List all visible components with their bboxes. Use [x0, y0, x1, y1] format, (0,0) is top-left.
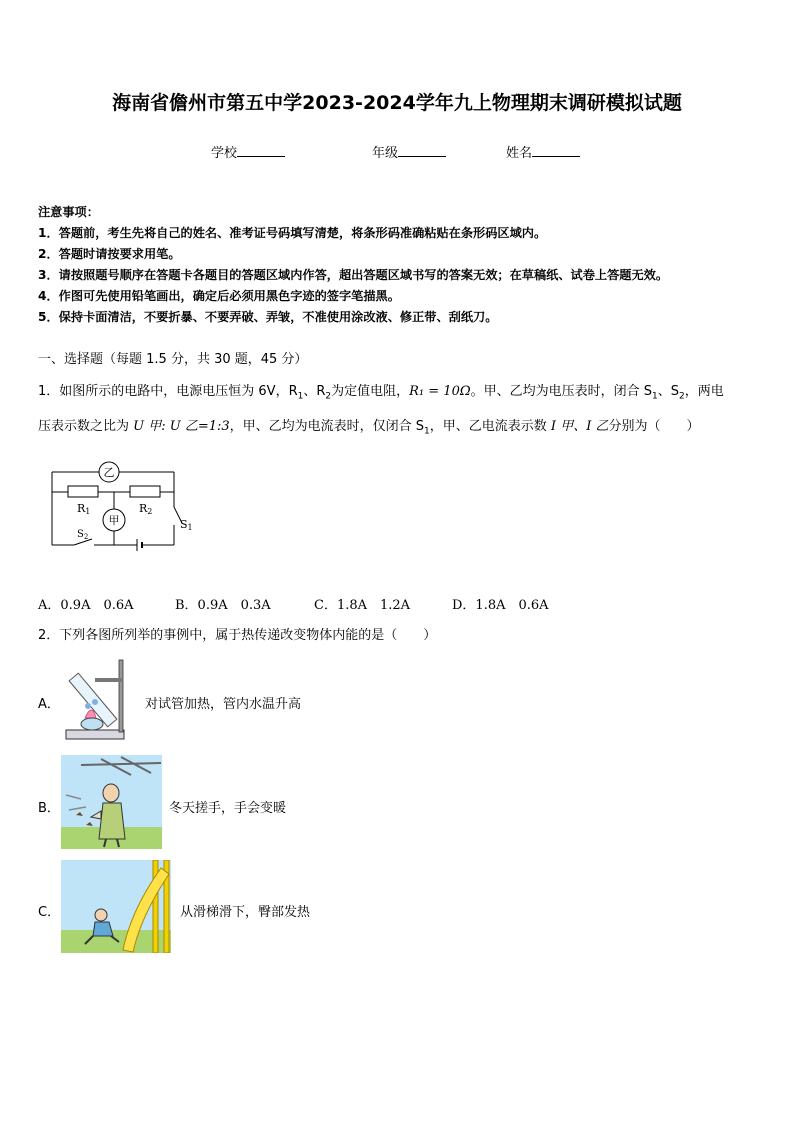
notice-item-1: 1．答题前，考生先将自己的姓名、准考证号码填写清楚，将条形码准确粘贴在条形码区域内。 [38, 226, 547, 240]
r2-label: R2 [139, 502, 153, 516]
resistor-r1 [68, 486, 98, 497]
q2-option-a-text: 对试管加热，管内水温升高 [145, 697, 302, 712]
rubbing-hands-illustration [61, 755, 162, 849]
q1-option-b[interactable]: B．0.9A 0.3A [175, 598, 271, 613]
notice-item-4: 4．作图可先使用铅笔画出，确定后必须用黑色字迹的签字笔描黑。 [38, 289, 400, 303]
meter-jia-label: 甲 [108, 514, 120, 527]
q2-option-b-text: 冬天搓手，手会变暖 [169, 801, 287, 816]
r1-label: R1 [77, 502, 91, 516]
circuit-diagram [44, 455, 204, 555]
notice-item-2: 2．答题时请按要求用笔。 [38, 247, 181, 261]
q2-option-b-letter[interactable]: B． [38, 801, 60, 816]
q1-option-a[interactable]: A．0.9A 0.6A [38, 598, 134, 613]
school-field[interactable]: 学校 [211, 142, 285, 161]
meter-yi-label: 乙 [103, 466, 115, 479]
notice-heading: 注意事项： [38, 205, 99, 219]
q1-line1: 1．如图所示的电路中，电源电压恒为 6V，$R_1$、$R_2$为定值电阻，R₁ = 10Ω。甲、乙均为电压表时，闭合 $S_1$、$S_2$，两电 [38, 384, 724, 402]
q2-option-c-letter[interactable]: C． [38, 905, 61, 920]
notice-item-3: 3．请按照题号顺序在答题卡各题目的答题区域内作答，超出答题区域书写的答案无效；在草稿纸、试卷上答题无效。 [38, 268, 669, 282]
q1-currents: I 甲、I 乙 [550, 419, 609, 434]
grade-blank[interactable] [398, 144, 446, 157]
notice-item-5: 5．保持卡面清洁，不要折暴、不要弄破、弄皱，不准使用涂改液、修正带、刮纸刀。 [38, 310, 498, 324]
slide-illustration [61, 860, 171, 953]
q1-line2: 压表示数之比为 U 甲: U 乙=1:3，甲、乙均为电流表时，仅闭合 $S_1$，甲、乙电流表示数 I 甲、I 乙分别为（ ） [38, 419, 700, 437]
q2-option-c-text: 从滑梯滑下，臀部发热 [180, 905, 311, 920]
name-blank[interactable] [532, 144, 580, 157]
school-blank[interactable] [237, 144, 285, 157]
q2-stem: 2．下列各图所列举的事例中，属于热传递改变物体内能的是（ ） [38, 628, 437, 643]
s2-label: $S_2$ [77, 529, 89, 541]
test-tube-heating-illustration [62, 650, 140, 744]
name-field[interactable]: 姓名 [506, 142, 580, 161]
resistor-r2 [130, 486, 160, 497]
q1-option-c[interactable]: C．1.8A 1.2A [314, 598, 411, 613]
q1-option-d[interactable]: D．1.8A 0.6A [452, 598, 549, 613]
q2-option-a-letter[interactable]: A． [38, 697, 60, 712]
s1-label: S1 [180, 518, 193, 532]
section-heading: 一、选择题（每题 1.5 分，共 30 题，45 分） [38, 352, 308, 367]
grade-field[interactable]: 年级 [372, 142, 446, 161]
page-title: 海南省儋州市第五中学2023-2024学年九上物理期末调研模拟试题 [112, 92, 682, 114]
q1-formula: R₁ = 10Ω [409, 384, 471, 399]
q1-ratio: U 甲: U 乙=1:3 [133, 419, 230, 434]
